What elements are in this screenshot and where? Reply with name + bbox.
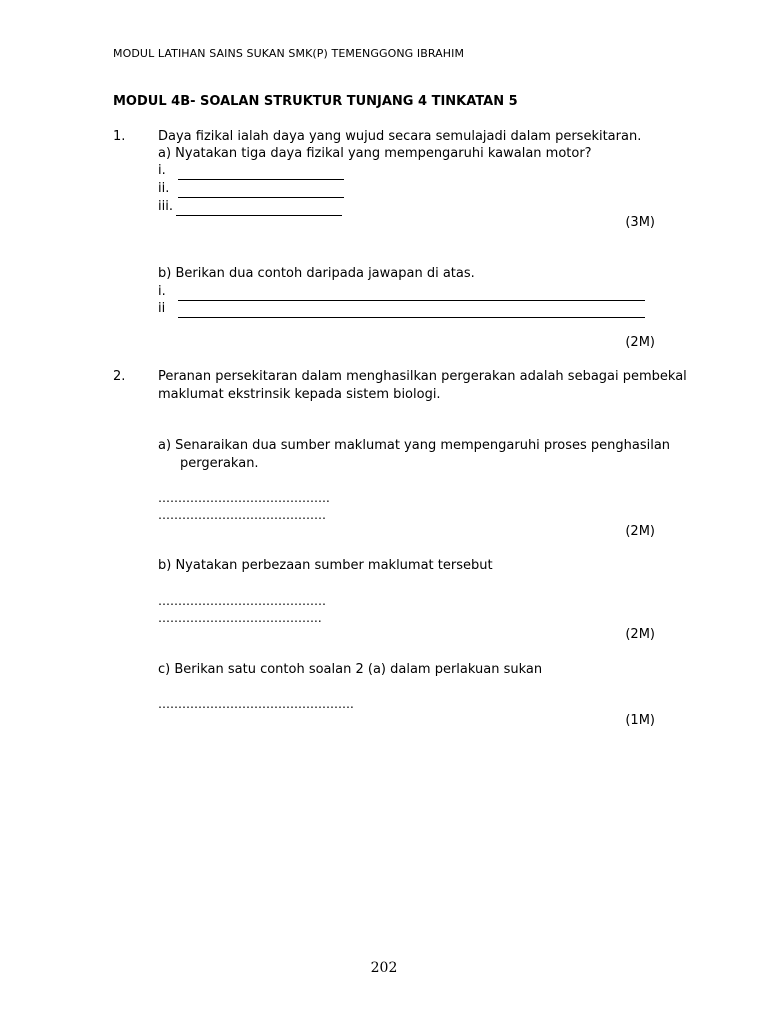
q2b-prompt: b) Nyatakan perbezaan sumber maklumat tersebut	[158, 558, 493, 573]
q2a-prompt-line-1: a) Senaraikan dua sumber maklumat yang mempengaruhi proses penghasilan	[158, 438, 671, 453]
q2b-answer-dots-1[interactable]: ……………………………………	[158, 594, 326, 608]
q1-number: 1.	[113, 129, 126, 144]
q2-stem-line-1: Peranan persekitaran dalam menghasilkan pergerakan adalah sebagai pembekal	[158, 369, 687, 384]
q1a-prompt: a) Nyatakan tiga daya fizikal yang mempengaruhi kawalan motor?	[158, 146, 592, 161]
q1b-item-2-label: ii	[158, 301, 166, 316]
q1a-marks: (3M)	[625, 215, 655, 230]
q1a-item-2-label: ii.	[158, 181, 170, 196]
q1b-item-2-answer-line[interactable]	[178, 303, 645, 322]
q1a-item-1-answer-line[interactable]	[178, 165, 344, 184]
q1a-item-3-label: iii.	[158, 199, 173, 214]
q1b-marks: (2M)	[625, 335, 655, 350]
q2b-answer-dots-2[interactable]: …………………………………..	[158, 611, 322, 625]
q1a-item-1-label: i.	[158, 163, 166, 178]
q2a-answer-dots-2[interactable]: ……………………………………	[158, 508, 326, 522]
q2a-marks: (2M)	[625, 524, 655, 539]
q1b-item-1-label: i.	[158, 284, 166, 299]
q1b-prompt: b) Berikan dua contoh daripada jawapan di atas.	[158, 266, 475, 281]
q2-number: 2.	[113, 369, 126, 384]
page-number: 202	[370, 960, 398, 976]
q1-stem: Daya fizikal ialah daya yang wujud secara semulajadi dalam persekitaran.	[158, 129, 642, 144]
q2a-prompt-line-2: pergerakan.	[180, 456, 259, 471]
q2c-answer-dots-1[interactable]: ………………………………………….	[158, 697, 354, 711]
q1a-item-2-answer-line[interactable]	[178, 183, 344, 202]
q2a-answer-dots-1[interactable]: …………………………………….	[158, 491, 330, 505]
q2c-prompt: c) Berikan satu contoh soalan 2 (a) dalam perlakuan sukan	[158, 662, 543, 677]
q1a-item-3-answer-line[interactable]	[176, 201, 342, 220]
page-header: MODUL LATIHAN SAINS SUKAN SMK(P) TEMENGGONG IBRAHIM	[113, 47, 465, 60]
q2c-marks: (1M)	[625, 713, 655, 728]
module-title: MODUL 4B- SOALAN STRUKTUR TUNJANG 4 TINKATAN 5	[113, 94, 518, 109]
q2b-marks: (2M)	[625, 627, 655, 642]
q2-stem-line-2: maklumat ekstrinsik kepada sistem biologi.	[158, 387, 441, 402]
